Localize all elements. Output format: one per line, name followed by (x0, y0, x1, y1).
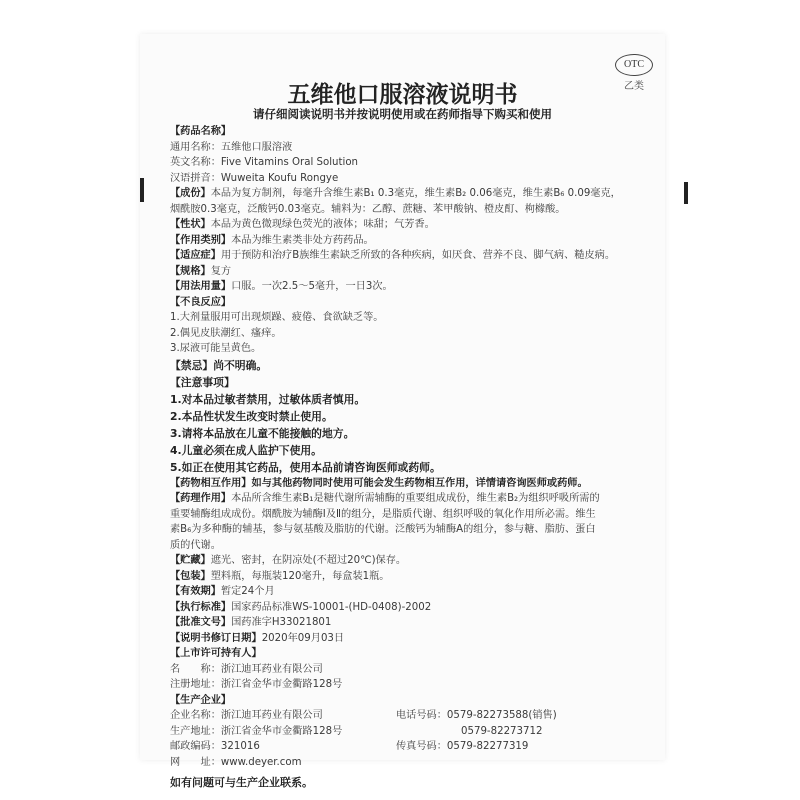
adverse-header: 【不良反应】 (170, 296, 232, 308)
adverse-item: 1.大剂量服用可出现烦躁、疲倦、食欲缺乏等。 (170, 312, 384, 323)
otc-badge: OTC (615, 54, 653, 76)
pharmacology-line-3: 素B₆为多种酶的辅基，参与氨基酸及脂肪的代谢。泛酸钙为辅酶A的组分，参与糖、脂肪、蛋白 (170, 524, 596, 535)
category-text: 本品为维生素类非处方药药品。 (231, 234, 374, 246)
pharmacology (170, 491, 665, 507)
document-title: 五维他口服溶液说明书 (287, 82, 518, 108)
manufacturer-row (170, 724, 665, 740)
approval-header: 【批准文号】 (170, 617, 232, 628)
precaution-item: 1.对本品过敏者禁用，过敏体质者慎用。 (170, 392, 366, 406)
validity (170, 584, 665, 600)
dosage-text: 口服。一次2.5～5毫升，一日3次。 (231, 281, 393, 292)
category (170, 233, 665, 249)
pinyin-name: 汉语拼音：Wuweita Koufu Rongye (170, 172, 339, 184)
pharmacology-line-2: 重要辅酶组成成份。烟酰胺为辅酶Ⅰ及Ⅱ的组分，是脂质代谢、组织呼吸的氧化作用所必需。维生 (170, 508, 596, 520)
standard-header: 【执行标准】 (170, 601, 232, 613)
left-edge-mark (140, 178, 144, 202)
manufacturer-fax: 传真号码：0579-82277319 (396, 741, 529, 752)
indication-text: 用于预防和治疗B族维生素缺乏所致的各种疾病，如厌食、营养不良、脚气病、糙皮病。 (220, 250, 616, 261)
pharmacology-line-1: 本品所含维生素B₁是糖代谢所需辅酶的重要组成成份，维生素B₂为组织呼吸所需的 (231, 493, 600, 504)
document-subtitle: 请仔细阅读说明书并按说明使用或在药师指导下购买和使用 (253, 107, 552, 121)
manufacturer-row (170, 708, 665, 724)
adverse-item: 2.偶见皮肤潮红、瘙痒。 (170, 327, 282, 339)
interaction (170, 476, 665, 492)
composition-line-1: 本品为复方制剂，每毫升含维生素B₁ 0.3毫克，维生素B₂ 0.06毫克，维生素B₆ 0.09毫克， (210, 188, 621, 199)
composition (170, 186, 665, 202)
precautions-header: 【注意事项】 (170, 375, 235, 389)
manufacturer-tel-1: 电话号码：0579-82273588(销售) (396, 710, 557, 721)
holder-address: 注册地址：浙江省金华市金衢路128号 (170, 679, 343, 690)
contra-header: 【禁忌】 (170, 358, 214, 372)
standard-text: 国家药品标准WS-10001-(HD-0408)-2002 (231, 601, 432, 613)
manufacturer-postcode: 邮政编码：321016 (170, 741, 260, 752)
composition-header: 【成份】 (170, 188, 211, 199)
storage-text: 遮光、密封，在阴凉处(不超过20℃)保存。 (210, 555, 407, 566)
pharmacology-line-4: 质的代谢。 (170, 539, 221, 551)
leaflet-body (170, 124, 665, 791)
validity-header: 【有效期】 (170, 586, 221, 597)
holder-header: 【上市许可持有人】 (170, 648, 262, 659)
manufacturer-tel-2: 0579-82273712 (461, 725, 543, 737)
manufacturer-address: 生产地址：浙江省金华市金衢路128号 (170, 725, 343, 737)
revision-text: 2020年09月03日 (261, 632, 345, 644)
interaction-text: 如与其他药物同时使用可能会发生药物相互作用，详情请咨询医师或药师。 (251, 477, 588, 489)
dosage (170, 279, 665, 295)
contra-text: 尚不明确。 (213, 358, 268, 372)
indication-header: 【适应症】 (170, 250, 221, 261)
indication (170, 248, 665, 264)
package-text: 塑料瓶，每瓶装120毫升，每盒装1瓶。 (210, 570, 390, 582)
manufacturer-company: 企业名称：浙江迪耳药业有限公司 (170, 710, 323, 721)
approval-text: 国药准字H33021801 (231, 617, 332, 628)
contact-note: 如有问题可与生产企业联系。 (170, 776, 313, 789)
contraindication (170, 357, 665, 374)
package (170, 569, 665, 585)
character-text: 本品为黄色微现绿色荧光的液体；味甜；气芳香。 (210, 219, 435, 230)
otc-class: 乙类 (624, 81, 644, 92)
manufacturer-website: 网 址：www.deyer.com (170, 756, 302, 768)
precaution-item: 4.儿童必须在成人监护下使用。 (170, 443, 322, 457)
storage-header: 【贮藏】 (170, 555, 211, 566)
character-header: 【性状】 (170, 219, 211, 230)
generic-name: 通用名称：五维他口服溶液 (170, 141, 293, 153)
standard (170, 600, 665, 616)
right-edge-mark (684, 182, 688, 204)
spec-text: 复方 (210, 265, 232, 277)
storage (170, 553, 665, 569)
composition-line-2: 烟酰胺0.3毫克，泛酸钙0.03毫克。辅料为：乙醇、蔗糖、苯甲酸钠、橙皮酊、枸橼酸。 (170, 203, 566, 215)
holder-name: 名 称：浙江迪耳药业有限公司 (170, 663, 323, 675)
category-header: 【作用类别】 (170, 234, 232, 246)
validity-text: 暂定24个月 (220, 586, 275, 597)
adverse-item: 3.尿液可能呈黄色。 (170, 343, 262, 354)
pharmacology-header: 【药理作用】 (170, 493, 232, 504)
precaution-item: 3.请将本品放在儿童不能接触的地方。 (170, 426, 355, 440)
section-name-header: 【药品名称】 (170, 126, 232, 137)
dosage-header: 【用法用量】 (170, 281, 232, 292)
package-header: 【包装】 (170, 570, 211, 582)
manufacturer-row (170, 739, 665, 755)
revision-header: 【说明书修订日期】 (170, 632, 262, 644)
approval (170, 615, 665, 631)
spec-header: 【规格】 (170, 265, 211, 277)
precaution-item: 2.本品性状发生改变时禁止使用。 (170, 409, 333, 423)
character (170, 217, 665, 233)
interaction-header: 【药物相互作用】 (170, 477, 252, 489)
precaution-item: 5.如正在使用其它药品，使用本品前请咨询医师或药师。 (170, 460, 441, 474)
manufacturer-header: 【生产企业】 (170, 694, 232, 706)
english-name: 英文名称：Five Vitamins Oral Solution (170, 157, 359, 168)
revision (170, 631, 665, 647)
spec (170, 264, 665, 280)
